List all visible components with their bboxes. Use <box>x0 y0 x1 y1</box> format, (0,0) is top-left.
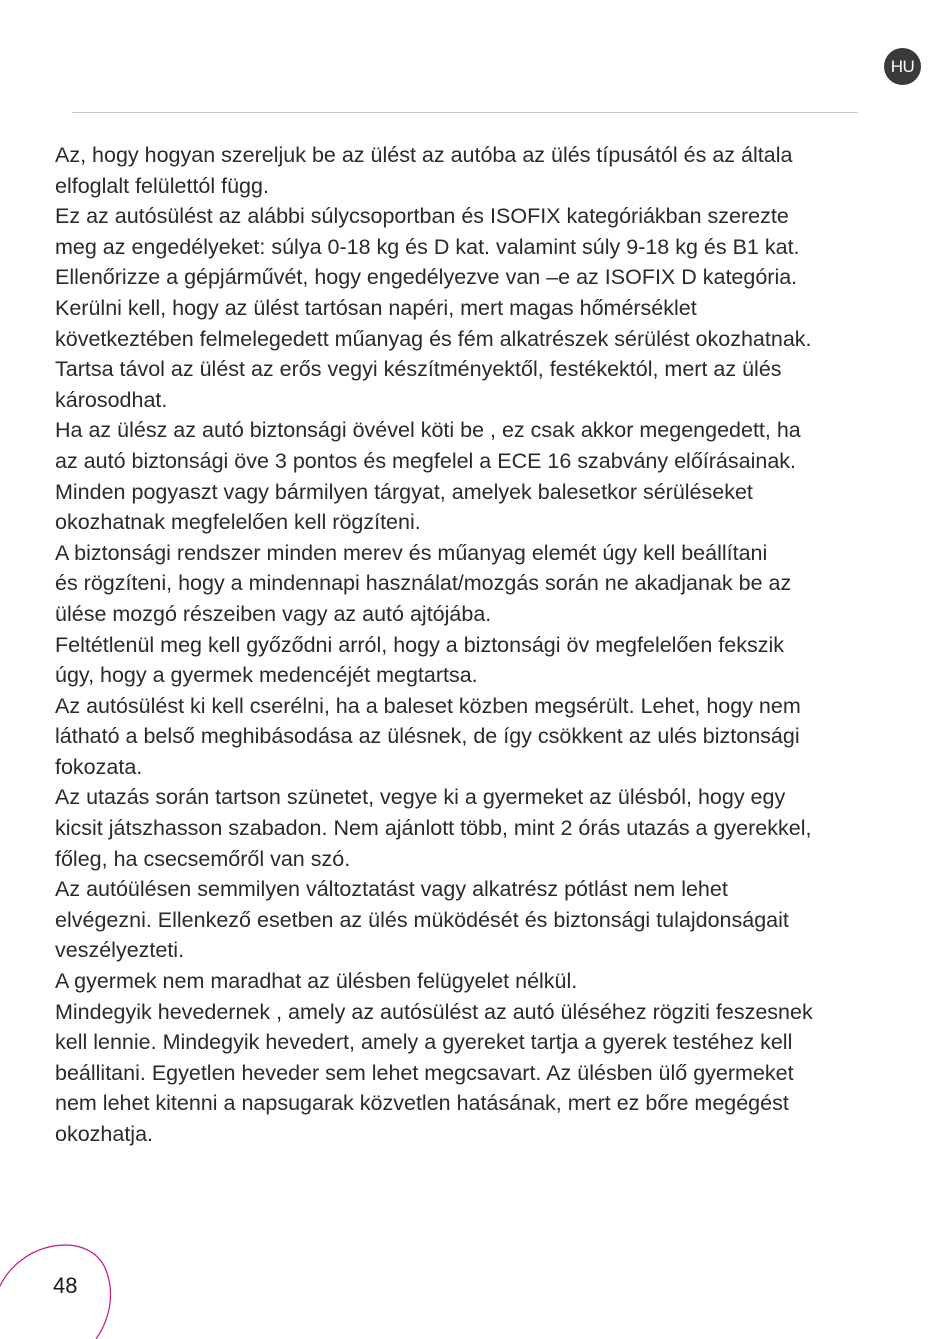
text-line: meg az engedélyeket: súlya 0-18 kg és D kat. valamint súly 9-18 kg és B1 kat. <box>55 234 800 259</box>
text-line: kicsit játszhasson szabadon. Nem ajánlott több, mint 2 órás utazás a gyerekkel, <box>55 816 812 841</box>
text-line: Minden pogyaszt vagy bármilyen tárgyat, amelyek balesetkor sérüléseket <box>55 479 753 504</box>
text-line: és rögzíteni, hogy a mindennapi használat/mozgás során ne akadjanak be az <box>55 571 792 596</box>
text-line: Ez az autósülést az alábbi súlycsoportban és ISOFIX kategóriákban szerezte <box>55 204 789 229</box>
text-line: látható a belső meghibásodása az ülésnek, de így csökkent az ulés biztonsági <box>55 724 800 749</box>
text-line: kell lennie. Mindegyik hevedert, amely a gyereket tartja a gyerek testéhez kell <box>55 1030 793 1055</box>
text-line: az autó biztonsági öve 3 pontos és megfelel a ECE 16 szabvány előírásainak. <box>55 448 797 473</box>
text-line: Az autósülést ki kell cserélni, ha a baleset közben megsérült. Lehet, hogy nem <box>55 693 801 718</box>
text-line: Mindegyik hevedernek , amely az autósülést az autó üléséhez rögziti feszesnek <box>55 999 813 1024</box>
text-line: Kerülni kell, hogy az ülést tartósan napéri, mert magas hőmérséklet <box>55 295 697 320</box>
text-line: Az utazás során tartson szünetet, vegye ki a gyermeket az ülésból, hogy egy <box>55 785 786 810</box>
instruction-text <box>55 140 935 1150</box>
text-line: beállitani. Egyetlen heveder sem lehet megcsavart. Az ülésben ülő gyermeket <box>55 1060 794 1085</box>
text-line: következtében felmelegedett műanyag és fém alkatrészek sérülést okozhatnak. <box>55 326 812 351</box>
text-line: úgy, hogy a gyermek medencéjét megtartsa. <box>55 663 478 688</box>
header-divider <box>72 112 858 113</box>
page-number: 48 <box>53 1273 78 1298</box>
text-line: fokozata. <box>55 754 143 779</box>
text-line: A gyermek nem maradhat az ülésben felügyelet nélkül. <box>55 969 578 994</box>
text-line: Az autóülésen semmilyen változtatást vagy alkatrész pótlást nem lehet <box>55 877 728 902</box>
text-line: Feltétlenül meg kell győződni arról, hogy a biztonsági öv megfelelően fekszik <box>55 632 785 657</box>
text-line: ülése mozgó részeiben vagy az autó ajtójába. <box>55 601 492 626</box>
text-line: Az, hogy hogyan szereljuk be az ülést az autóba az ülés típusától és az általa <box>55 143 793 167</box>
text-line: okozhatja. <box>55 1122 154 1146</box>
text-line: veszélyezteti. <box>55 938 185 963</box>
text-line: károsodhat. <box>55 387 168 412</box>
text-line: főleg, ha csecsemőről van szó. <box>55 846 351 871</box>
text-line: Ha az ülész az autó biztonsági övével köti be , ez csak akkor megengedett, ha <box>55 418 801 443</box>
text-line: Ellenőrizze a gépjárművét, hogy engedélyezve van –e az ISOFIX D kategória. <box>55 265 798 290</box>
text-line: elvégezni. Ellenkező esetben az ülés müködését és biztonsági tulajdonságait <box>55 907 789 932</box>
text-line: elfoglalt felülettól függ. <box>55 173 269 198</box>
text-line: nem lehet kitenni a napsugarak közvetlen hatásának, mert ez bőre megégést <box>55 1091 789 1116</box>
text-line: okozhatnak megfelelően kell rögzíteni. <box>55 510 421 535</box>
text-line: Tartsa távol az ülést az erős vegyi készítményektől, festékektól, mert az ülés <box>55 357 782 382</box>
language-badge: HU <box>884 48 921 85</box>
text-line: A biztonsági rendszer minden merev és műanyag elemét úgy kell beállítani <box>55 540 768 565</box>
